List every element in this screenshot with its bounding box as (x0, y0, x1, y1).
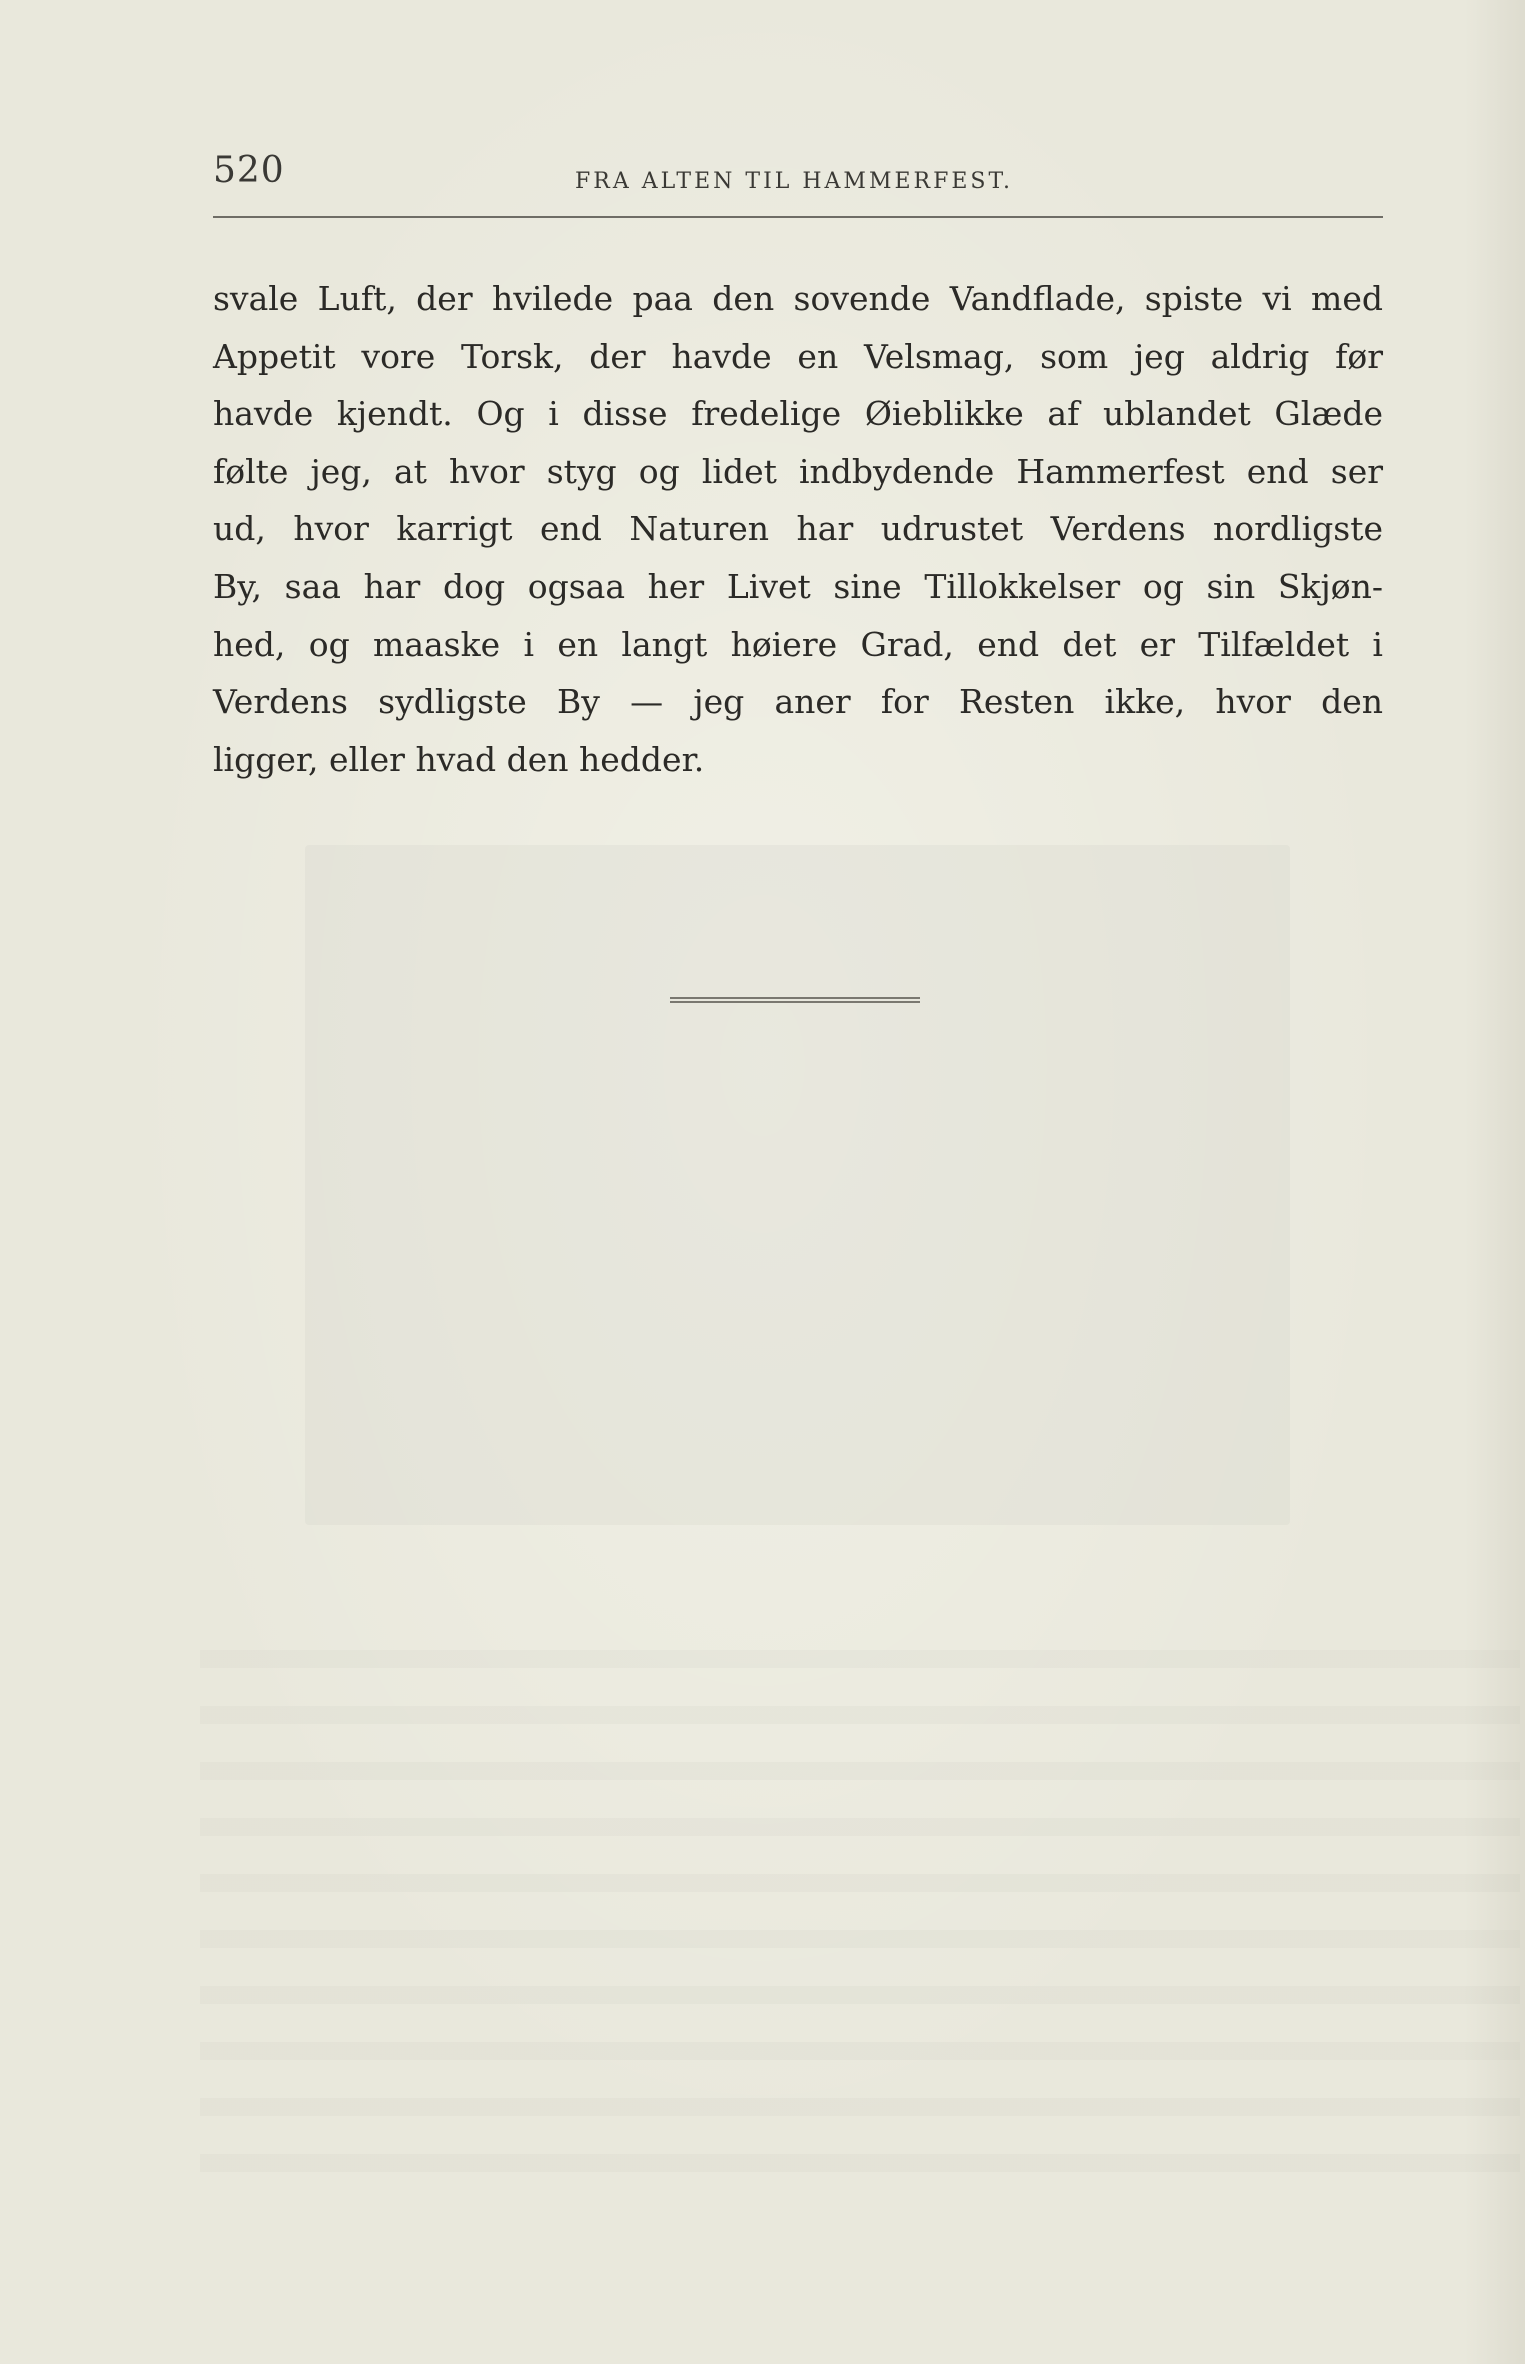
text-line: ud, hvor karrigt end Naturen har udrustet Verdens nordligste (213, 509, 1383, 549)
bleed-through-text (200, 1650, 1520, 2210)
running-head (213, 150, 1383, 200)
body-paragraph (213, 270, 1383, 788)
text-line: By, saa har dog ogsaa her Livet sine Tillokkelser og sin Skjøn- (213, 566, 1383, 606)
running-title: FRA ALTEN TIL HAMMERFEST. (575, 169, 1013, 194)
page-number: 520 (213, 150, 285, 191)
text-line: svale Luft, der hvilede paa den sovende Vandflade, spiste vi med (213, 279, 1383, 318)
bleed-through-illustration (305, 845, 1290, 1525)
text-line: følte jeg, at hvor styg og lidet indbydende Hammerfest end ser (213, 451, 1383, 491)
text-line: hed, og maaske i en langt høiere Grad, end det er Tilfældet i (213, 624, 1383, 664)
text-line: Verdens sydligste By — jeg aner for Resten ikke, hvor den (213, 682, 1383, 722)
text-line: Appetit vore Torsk, der havde en Velsmag, som jeg aldrig før (213, 336, 1383, 376)
text-line: ligger, eller hvad den hedder. (213, 739, 705, 779)
text-line: havde kjendt. Og i disse fredelige Øieblikke af ublandet Glæde (213, 394, 1383, 434)
header-rule (213, 216, 1383, 218)
section-end-rule (670, 997, 920, 1003)
